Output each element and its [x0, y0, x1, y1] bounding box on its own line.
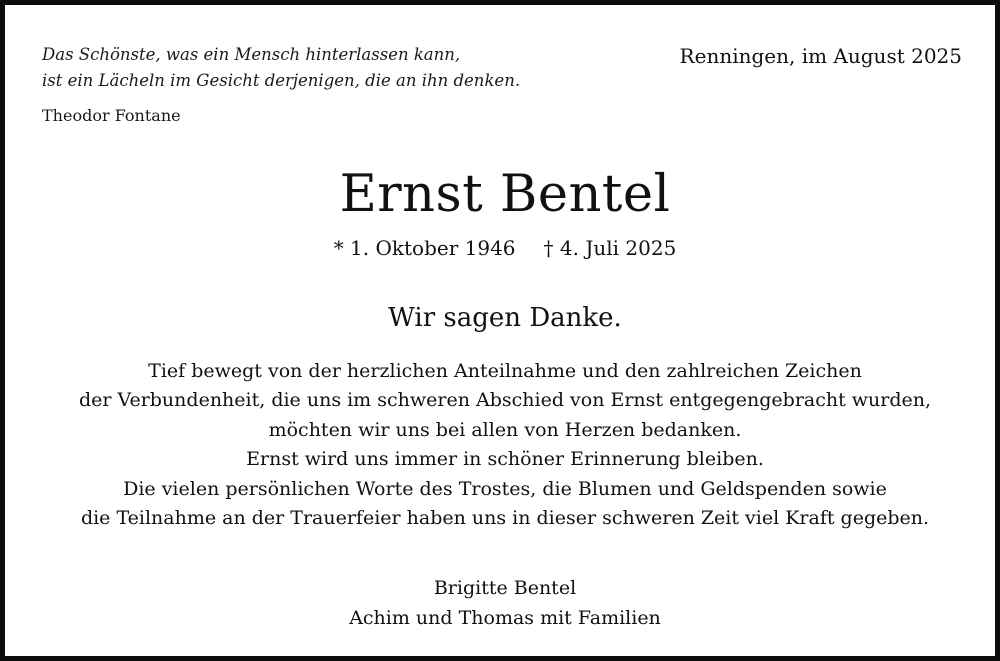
- message-line: möchten wir uns bei allen von Herzen bedanken.: [268, 418, 742, 441]
- quote-author: Theodor Fontane: [42, 106, 181, 125]
- message-line: der Verbundenheit, die uns im schweren Abschied von Ernst entgegengebracht wurden,: [78, 389, 932, 412]
- message-line: Tief bewegt von der herzlichen Anteilnahme und den zahlreichen Zeichen: [148, 360, 862, 382]
- thanks-heading: Wir sagen Danke.: [388, 303, 622, 333]
- deceased-name: Ernst Bentel: [339, 165, 671, 224]
- signer-line: Achim und Thomas mit Familien: [349, 607, 661, 629]
- birth-date: * 1. Oktober 1946: [333, 236, 516, 260]
- place-date: Renningen, im August 2025: [679, 44, 962, 68]
- message-line: die Teilnahme an der Trauerfeier haben uns in dieser schweren Zeit viel Kraft gegeben.: [80, 507, 930, 530]
- quote-line: ist ein Lächeln im Gesicht derjenigen, die an ihn denken.: [42, 71, 521, 90]
- quote: [42, 42, 562, 94]
- quote-line: Das Schönste, was ein Mensch hinterlassen kann,: [42, 45, 461, 64]
- message-line: Die vielen persönlichen Worte des Trostes, die Blumen und Geldspenden sowie: [123, 477, 887, 500]
- life-dates: [5, 233, 1000, 263]
- signer-line: Brigitte Bentel: [433, 577, 577, 599]
- signers: [5, 573, 1000, 633]
- message-line: Ernst wird uns immer in schöner Erinnerung bleiben.: [246, 448, 764, 471]
- thanks-message: [5, 357, 1000, 533]
- death-date: † 4. Juli 2025: [543, 236, 677, 260]
